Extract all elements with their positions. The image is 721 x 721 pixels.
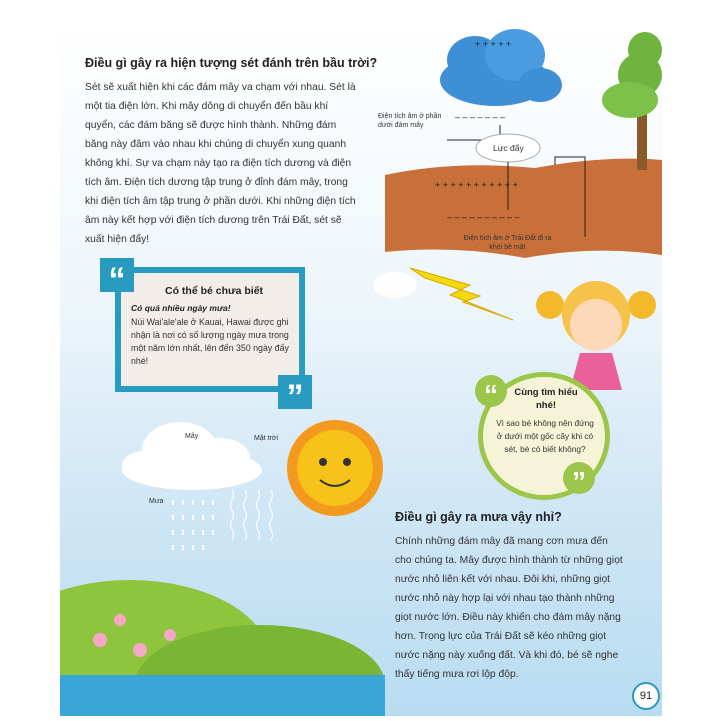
close-quote-icon: ” bbox=[278, 375, 312, 409]
sun-illustration bbox=[287, 420, 383, 516]
evaporation-waves bbox=[231, 490, 273, 540]
cloud-charge-label: Điện tích âm ở phần dưới đám mây bbox=[378, 113, 442, 129]
fact-box bbox=[115, 267, 305, 392]
force-label: Lực đẩy bbox=[493, 143, 524, 153]
tree-illustration bbox=[602, 32, 662, 170]
cloud-label: Mây bbox=[185, 433, 199, 440]
hills bbox=[60, 580, 385, 716]
negative-charges-ground: – – – – – – – – – – bbox=[447, 212, 520, 222]
rain-diagram bbox=[60, 390, 390, 716]
lightning-paragraph: Sét sẽ xuất hiện khi các đám mây va chạm với nhau. Sét là một tia điện lớn. Khi mây dông di chuyển đến bầu khí quyển, các đám băng sẽ được hình thành. Những đám băng này đâm vào nhau khi chúng di chuyển xung quanh không khí. Sự va chạm này tạo ra điện tích dương và điện tích âm. Điện tích dương tập trung ở đỉnh đám mây, trong khi điện tích âm tập trung ở phần dưới. Khi những điện tích âm này kết hợp với điện tích dương trên Trái Đất, sét sẽ xuất hiện đấy! bbox=[85, 82, 356, 245]
book-page bbox=[60, 20, 662, 716]
question-heading: Cùng tìm hiểu nhé! bbox=[514, 387, 578, 411]
rain-title: Điều gì gây ra mưa vậy nhỉ? bbox=[395, 510, 562, 524]
open-quote-icon: “ bbox=[100, 258, 134, 292]
page-number: 91 bbox=[632, 682, 660, 710]
small-cloud bbox=[373, 272, 417, 298]
open-quote-icon: “ bbox=[475, 375, 507, 407]
raindrops bbox=[172, 500, 214, 550]
rain-paragraph: Chính những đám mây đã mang cơn mưa đến cho chúng ta. Mây được hình thành từ những giọt nước nhỏ liên kết với nhau. Đôi khi, những giọt nước nhỏ này hợp lại với nhau tạo thành những giọt nước lớn. Điều này khiến cho đám mây nặng hơn. Trọng lực của Trái Đất sẽ kéo những giọt nước nặng này xuống đất. Và khi đó, bé sẽ nghe thấy tiếng mưa rơi lộp độp. bbox=[395, 536, 623, 680]
fact-box-body: Núi Wai'ale'ale ở Kauai, Hawai được ghi nhận là nơi có số lượng ngày mưa trong một năm lớn nhất, lên đến 350 ngày đấy nhé! bbox=[131, 317, 289, 366]
negative-charges-cloud: – – – – – – – bbox=[455, 112, 506, 122]
close-quote-icon: ” bbox=[563, 462, 595, 494]
ground-charge-label: Điện tích âm ở Trái Đất đi ra khỏi bề mặt bbox=[463, 235, 552, 251]
sun-label: Mặt trời bbox=[254, 435, 279, 442]
positive-charges: + + + + + bbox=[475, 39, 512, 49]
rain-label: Mưa bbox=[149, 498, 164, 505]
fact-box-subheading: Có quá nhiều ngày mưa! bbox=[131, 303, 231, 313]
positive-charges-ground: + + + + + + + + + + + bbox=[435, 180, 518, 190]
lightning-title: Điều gì gây ra hiện tượng sét đánh trên bầu trời? bbox=[85, 56, 378, 70]
question-body: Vì sao bé không nên đứng ở dưới một gốc cây khi có sét, bé có biết không? bbox=[496, 418, 594, 454]
lightning-bolt bbox=[410, 268, 513, 320]
fact-box-heading: Có thể bé chưa biết bbox=[165, 285, 264, 297]
